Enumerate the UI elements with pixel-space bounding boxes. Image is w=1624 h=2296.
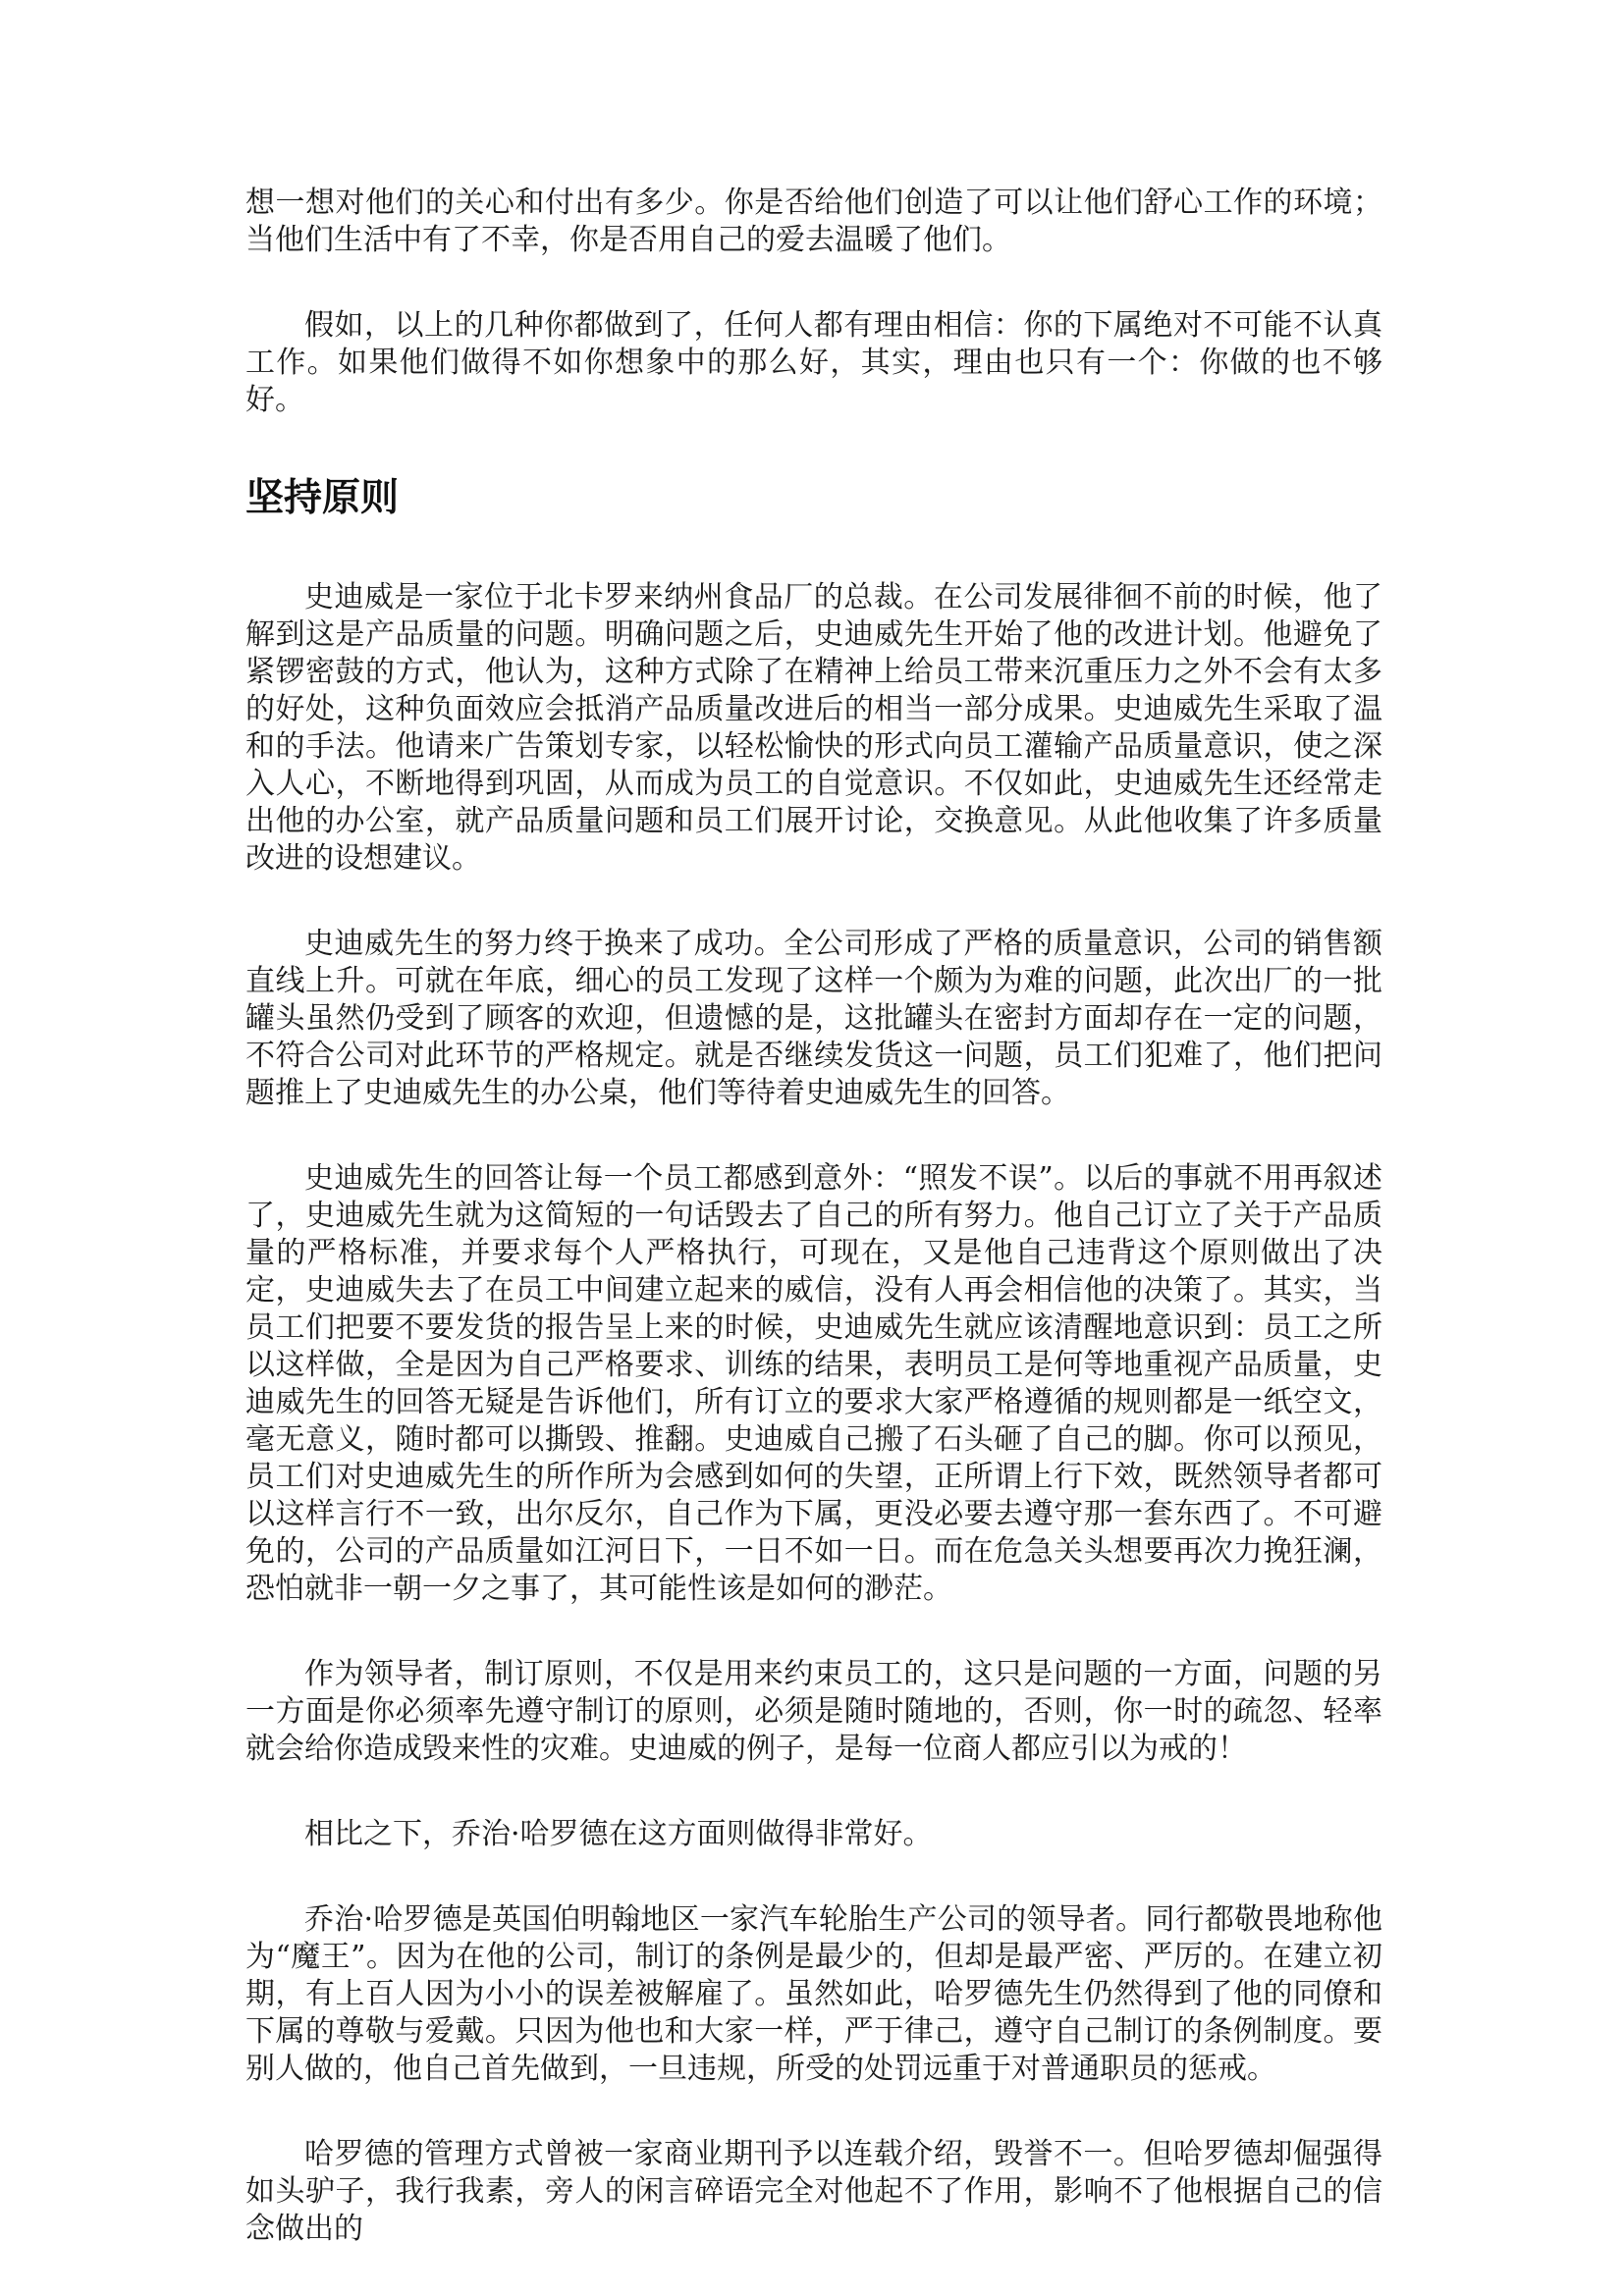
heading-spacer [245,522,1382,579]
paragraph-spacer [245,878,1382,926]
paragraph: 假如，以上的几种你都做到了，任何人都有理由相信：你的下属绝对不可能不认真工作。如果他们做得不如你想象中的那么好，其实，理由也只有一个：你做的也不够好。 [245,308,1382,417]
paragraph-spacer [245,1768,1382,1816]
paragraph: 史迪威先生的回答让每一个员工都感到意外：“照发不误”。以后的事就不用再叙述了，史迪威先生就为这简短的一句话毁去了自己的所有努力。他自己订立了关于产品质量的严格标准，并要求每个人严格执行，可现在，又是他自己违背这个原则做出了决定，史迪威失去了在员工中间建立起来的威信，没有人再会相信他的决策了。其实，当员工们把要不要发货的报告呈上来的时候，史迪威先生就应该清醒地意识到：员工之所以这样做，全是因为自己严格要求、训练的结果，表明员工是何等地重视产品质量，史迪威先生的回答无疑是告诉他们，所有订立的要求大家严格遵循的规则都是一纸空文，毫无意义，随时都可以撕毁、推翻。史迪威自己搬了石头砸了自己的脚。你可以预见，员工们对史迪威先生的所作所为会感到如何的失望，正所谓上行下效，既然领导者都可以这样言行不一致，出尔反尔，自己作为下属，更没必要去遵守那一套东西了。不可避免的，公司的产品质量如江河日下，一日不如一日。而在危急关头想要再次力挽狂澜，恐怕就非一朝一夕之事了，其可能性该是如何的渺茫。 [245,1161,1382,1606]
paragraph: 乔治·哈罗德是英国伯明翰地区一家汽车轮胎生产公司的领导者。同行都敬畏地称他为“魔王”。因为在他的公司，制订的条例是最少的，但却是最严密、严厉的。在建立初期，有上百人因为小小的误差被解雇了。虽然如此，哈罗德先生仍然得到了他的同僚和下属的尊敬与爱戴。只因为他也和大家一样，严于律己，遵守自己制订的条例制度。要别人做的，他自己首先做到，一旦违规，所受的处罚远重于对普通职员的惩戒。 [245,1902,1382,2086]
paragraph-spacer [245,1853,1382,1901]
paragraph: 作为领导者，制订原则，不仅是用来约束员工的，这只是问题的一方面，问题的另一方面是你必须率先遵守制订的原则，必须是随时随地的，否则，你一时的疏忽、轻率就会给你造成毁来性的灾难。史迪威的例子，是每一位商人都应引以为戒的！ [245,1657,1382,1766]
paragraph-spacer [245,2088,1382,2136]
paragraph: 史迪威先生的努力终于换来了成功。全公司形成了严格的质量意识，公司的销售额直线上升。可就在年底，细心的员工发现了这样一个颇为为难的问题，此次出厂的一批罐头虽然仍受到了顾客的欢迎，但遗憾的是，这批罐头在密封方面却存在一定的问题，不符合公司对此环节的严格规定。就是否继续发货这一问题，员工们犯难了，他们把问题推上了史迪威先生的办公桌，他们等待着史迪威先生的回答。 [245,927,1382,1110]
paragraph: 哈罗德的管理方式曾被一家商业期刊予以连载介绍，毁誉不一。但哈罗德却倔强得如头驴子，我行我素，旁人的闲言碎语完全对他起不了作用，影响不了他根据自己的信念做出的 [245,2137,1382,2246]
paragraph: 史迪威是一家位于北卡罗来纳州食品厂的总裁。在公司发展徘徊不前的时候，他了解到这是产品质量的问题。明确问题之后，史迪威先生开始了他的改进计划。他避免了紧锣密鼓的方式，他认为，这种方式除了在精神上给员工带来沉重压力之外不会有太多的好处，这种负面效应会抵消产品质量改进后的相当一部分成果。史迪威先生采取了温和的手法。他请来广告策划专家，以轻松愉快的形式向员工灌输产品质量意识，使之深入人心，不断地得到巩固，从而成为员工的自觉意识。不仅如此，史迪威先生还经常走出他的办公室，就产品质量问题和员工们展开讨论，交换意见。从此他收集了许多质量改进的设想建议。 [245,580,1382,876]
paragraph: 相比之下，乔治·哈罗德在这方面则做得非常好。 [304,1817,933,1851]
paragraph-spacer [245,1112,1382,1160]
heading-spacer [245,419,1382,475]
paragraph-spacer [245,259,1382,307]
paragraph-continuation: 想一想对他们的关心和付出有多少。你是否给他们创造了可以让他们舒心工作的环境；当他们生活中有了不幸，你是否用自己的爱去温暖了他们。 [245,186,1382,257]
section-title: 坚持原则 [245,476,400,520]
paragraph-spacer [245,1608,1382,1656]
document-page [245,185,1382,2248]
